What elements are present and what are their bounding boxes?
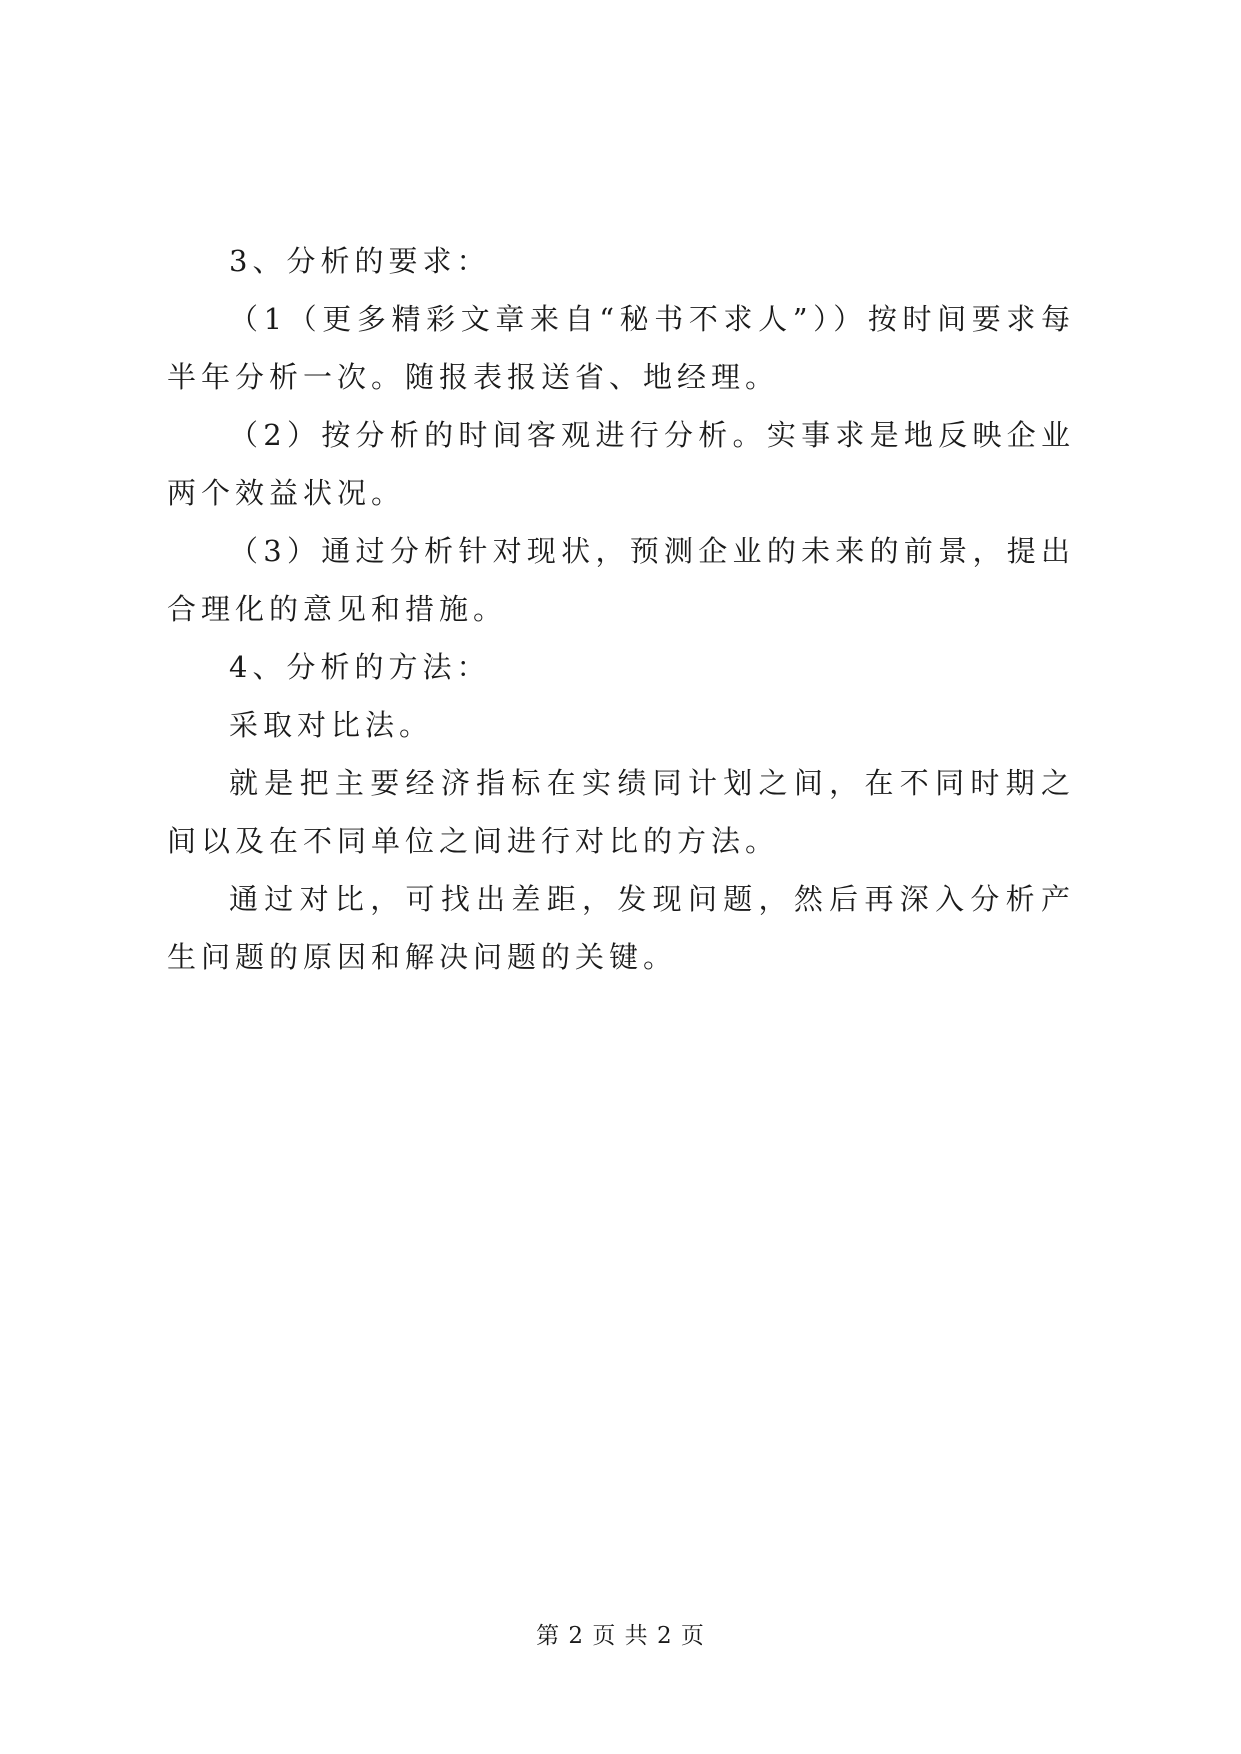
paragraph-requirement-3: （3）通过分析针对现状，预测企业的未来的前景，提出合理化的意见和措施。 (167, 534, 1075, 626)
section-heading-methods: 4、分析的方法： (229, 650, 491, 684)
paragraph-method-definition: 就是把主要经济指标在实绩同计划之间，在不同时期之间以及在不同单位之间进行对比的方法。 (167, 766, 1075, 858)
paragraph-method-purpose: 通过对比，可找出差距，发现问题，然后再深入分析产生问题的原因和解决问题的关键。 (167, 882, 1075, 974)
section-heading-requirements: 3、分析的要求： (229, 244, 491, 278)
paragraph-requirement-2: （2）按分析的时间客观进行分析。实事求是地反映企业两个效益状况。 (167, 418, 1075, 510)
document-body (167, 232, 1075, 986)
page-number-footer: 第 2 页 共 2 页 (536, 1623, 705, 1649)
paragraph-method: 采取对比法。 (229, 708, 434, 742)
paragraph-requirement-1: （1（更多精彩文章来自“秘书不求人”））按时间要求每半年分析一次。随报表报送省、地经理。 (167, 302, 1075, 394)
